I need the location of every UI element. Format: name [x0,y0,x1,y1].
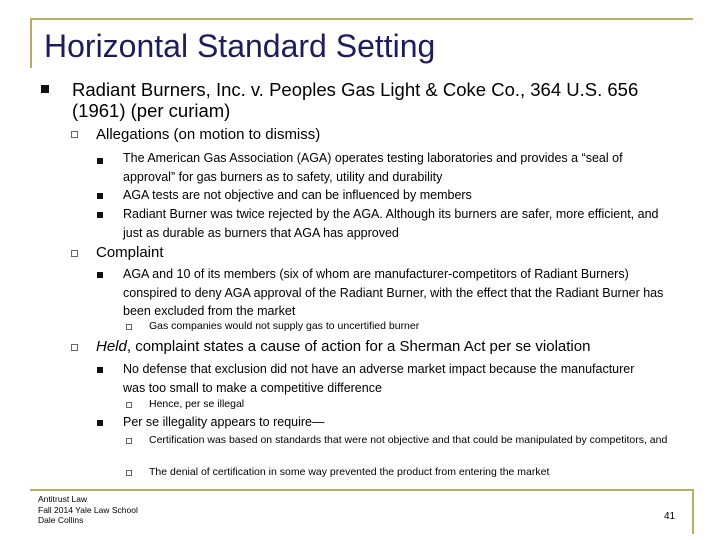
complaint-heading: Complaint [96,244,164,261]
held-item: No defense that exclusion did not have an adverse market impact because the manufacturer was too small to make a competitive difference [123,362,635,395]
footer-term: Fall 2014 Yale Law School [38,504,138,515]
frame-left-line [30,18,32,68]
footer-course: Antitrust Law [38,494,88,504]
bullet-square-icon [97,272,103,278]
footer-author: Dale Collins [38,515,84,525]
slide-title: Horizontal Standard Setting [44,28,436,64]
held-subitem: The denial of certification in some way prevented the product from entering the market [149,466,550,478]
allegations-heading: Allegations (on motion to dismiss) [96,126,321,143]
frame-right-line [692,489,694,534]
bullet-hollow-square-icon [126,438,132,444]
held-subitem: Hence, per se illegal [149,398,245,410]
bullet-square-icon [97,420,103,426]
held-subitem: Certification was based on standards that were not objective and that could be manipulated by competitors, and [149,434,668,446]
page-number: 41 [664,511,676,522]
bullet-hollow-square-icon [71,131,78,138]
allegation-item: Radiant Burner was twice rejected by the AGA. Although its burners are safer, more efficient, and just as durable as burners that AGA has approved [123,207,659,240]
allegation-item: AGA tests are not objective and can be influenced by members [123,188,472,202]
bullet-hollow-square-icon [71,344,78,351]
frame-bottom-line [30,489,693,491]
held-heading [96,338,590,356]
footer [38,494,138,526]
bullet-square-icon [97,158,103,164]
bullet-square-icon [97,193,103,199]
bullet-square-icon [97,212,103,218]
bullet-square-icon [97,367,103,373]
allegation-item: The American Gas Association (AGA) operates testing laboratories and provides a “seal of approval” for gas burners as to safety, utility and durability [123,151,623,184]
complaint-item: AGA and 10 of its members (six of whom are manufacturer-competitors of Radiant Burners) conspired to deny AGA approval of the Radiant Burner, with the effect that the Radiant Burner has been excluded from the market [123,267,664,318]
frame-top-line [30,18,693,20]
complaint-subitem: Gas companies would not supply gas to uncertified burner [149,320,420,332]
bullet-hollow-square-icon [126,402,132,408]
bullet-hollow-square-icon [126,470,132,476]
case-citation: Radiant Burners, Inc. v. Peoples Gas Light & Coke Co., 364 U.S. 656 (1961) (per curiam) [72,79,639,121]
bullet-hollow-square-icon [71,250,78,257]
bullet-hollow-square-icon [126,324,132,330]
bullet-square-icon [41,85,49,93]
held-text: , complaint states a cause of action for a Sherman Act per se violation [126,338,591,355]
held-label: Held [96,338,127,355]
held-item: Per se illegality appears to require— [123,415,325,429]
